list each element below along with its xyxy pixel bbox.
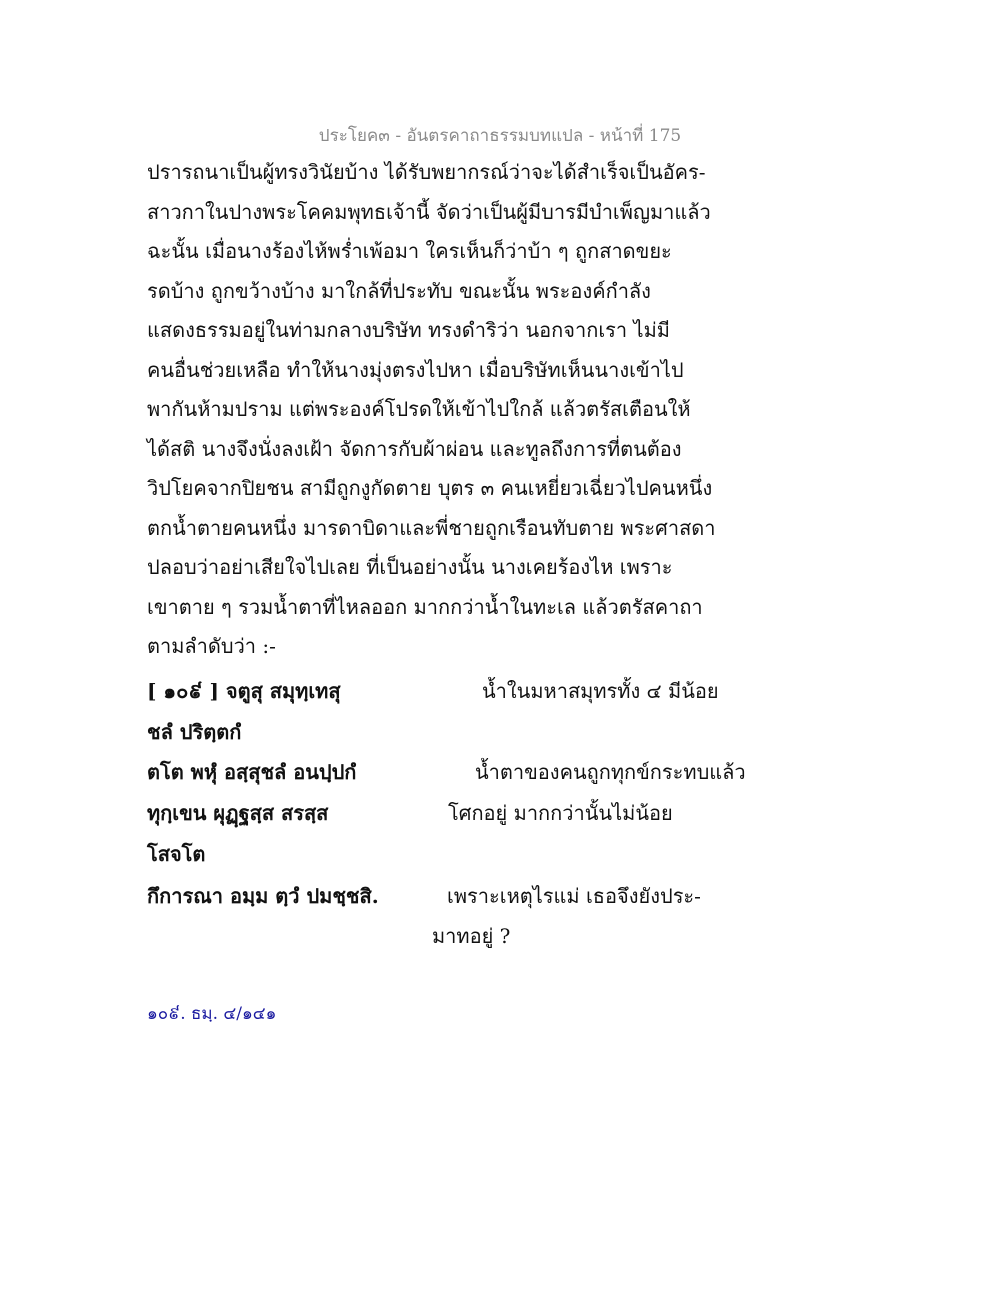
paragraph-line: ฉะนั้น เมื่อนางร้องไห้พร่ำเพ้อมา ใครเห็นก็ว่าบ้า ๆ ถูกสาดขยะ <box>147 239 672 263</box>
verse-line <box>147 793 867 833</box>
verse-thai: มาทอยู่ ? <box>432 924 511 948</box>
verse-pali: ทุกฺเขน ผุฏฺฐสฺส สรสฺส <box>147 801 329 825</box>
paragraph-line: ตกน้ำตายคนหนึ่ง มารดาบิดาและพี่ชายถูกเรือนทับตาย พระศาสดา <box>147 515 716 540</box>
verse-pali: ชลํ ปริตฺตกํ <box>147 720 242 744</box>
paragraph-line: ได้สติ นางจึงนั่งลงเฝ้า จัดการกับผ้าผ่อน และทูลถึงการที่ตนต้อง <box>147 436 682 461</box>
paragraph-line: ปรารถนาเป็นผู้ทรงวินัยบ้าง ได้รับพยากรณ์ว่าจะได้สำเร็จเป็นอัคร- <box>147 160 706 184</box>
verse-line <box>147 834 867 874</box>
paragraph-line: สาวกาในปางพระโคคมพุทธเจ้านี้ จัดว่าเป็นผู้มีบารมีบำเพ็ญมาแล้ว <box>147 199 711 224</box>
body-paragraph <box>147 153 747 667</box>
verse-pali: [ ๑๐៩ ] จตูสุ สมุทฺเทสุ <box>147 679 341 703</box>
verse-thai: น้ำตาของคนถูกทุกข์กระทบแล้ว <box>475 760 746 784</box>
verse-line <box>147 876 867 916</box>
verse-line <box>147 916 867 956</box>
paragraph-line: วิปโยคจากปิยชน สามีถูกงูกัดตาย บุตร ๓ คนเหยี่ยวเฉี่ยวไปคนหนึ่ง <box>147 476 713 500</box>
page-header: ประโยค๓ - อันตรคาถาธรรมบทแปล - หน้าที่ 175 <box>318 126 682 146</box>
verse-line <box>147 752 867 792</box>
paragraph-line: ปลอบว่าอย่าเสียใจไปเลย ที่เป็นอย่างนั้น นางเคยร้องไห เพราะ <box>147 555 673 579</box>
paragraph-line: คนอื่นช่วยเหลือ ทำให้นางมุ่งตรงไปหา เมื่อบริษัทเห็นนางเข้าไป <box>147 357 684 382</box>
verse-thai: โศกอยู่ มากกว่านั้นไม่น้อย <box>448 801 673 825</box>
footnote: ๑๐៩. ธมฺ. ๔/๑๔๑ <box>147 1004 277 1024</box>
verse-pali: โสจโต <box>147 842 206 866</box>
paragraph-line: พากันห้ามปราม แต่พระองค์โปรดให้เข้าไปใกล้ แล้วตรัสเตือนให้ <box>147 397 691 421</box>
verse-pali: กึการณา อมฺม ตฺวํ ปมชฺชสิ. <box>147 884 379 908</box>
verse-line <box>147 671 867 711</box>
verse-pali: ตโต พหุํ อสฺสุชลํ อนปฺปกํ <box>147 760 357 784</box>
verse-thai: เพราะเหตุไรแม่ เธอจึงยังประ- <box>447 884 701 908</box>
verse-line <box>147 712 867 752</box>
paragraph-line: ตามลำดับว่า :- <box>147 634 276 658</box>
paragraph-line: รดบ้าง ถูกขว้างบ้าง มาใกล้ที่ประทับ ขณะนั้น พระองค์กำลัง <box>147 278 651 303</box>
paragraph-line: แสดงธรรมอยู่ในท่ามกลางบริษัท ทรงดำริว่า นอกจากเรา ไม่มี <box>147 318 670 342</box>
verse-thai: น้ำในมหาสมุทรทั้ง ๔ มีน้อย <box>482 679 719 703</box>
paragraph-line: เขาตาย ๆ รวมน้ำตาที่ไหลออก มากกว่าน้ำในทะเล แล้วตรัสคาถา <box>147 594 703 619</box>
